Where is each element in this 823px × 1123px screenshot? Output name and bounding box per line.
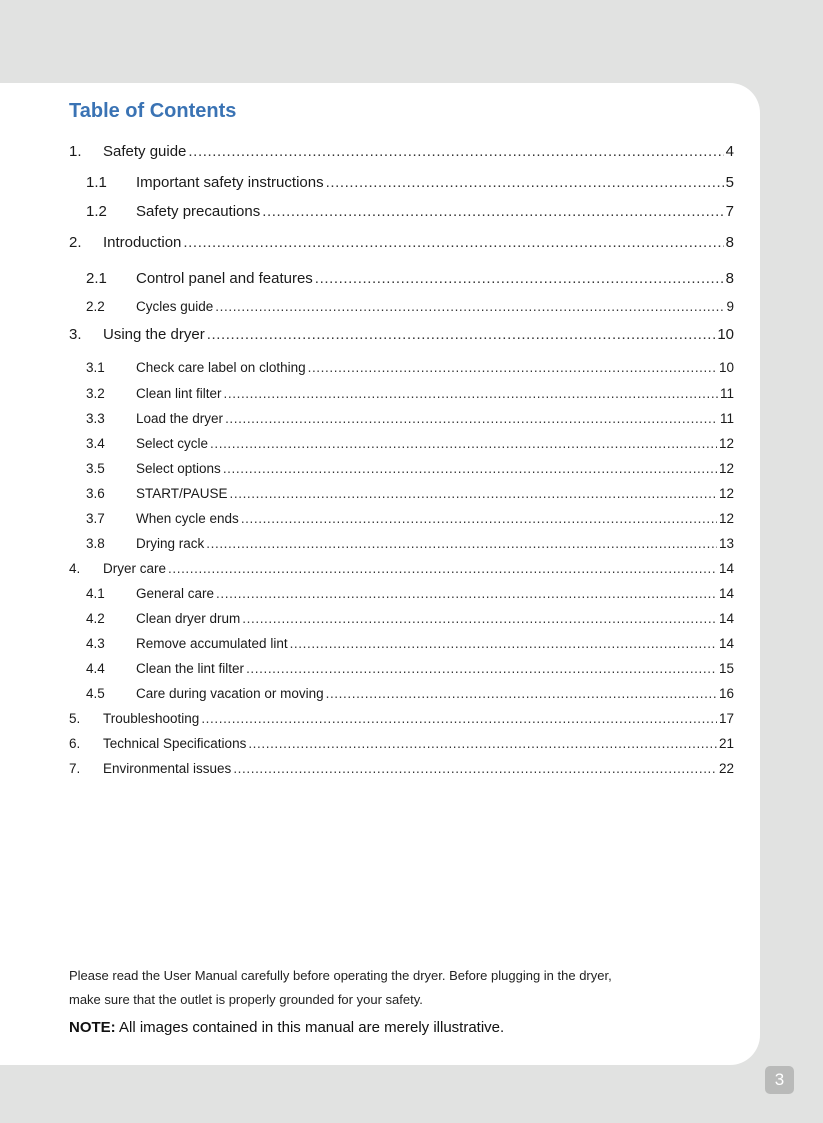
toc-number: 2.	[69, 234, 82, 251]
toc-label: Important safety instructions	[136, 174, 324, 191]
toc-number: 5.	[69, 711, 81, 726]
toc-page: 15	[718, 661, 734, 676]
toc-label: Drying rack	[136, 536, 205, 551]
toc-page: 5	[725, 174, 734, 191]
dot-leader	[183, 234, 723, 251]
page-number-badge: 3	[765, 1066, 794, 1094]
toc-label: Environmental issues	[103, 761, 232, 776]
toc-page: 14	[718, 636, 734, 651]
toc-number: 3.6	[86, 486, 105, 501]
toc-label: Using the dryer	[103, 326, 205, 343]
notice-line-1: Please read the User Manual carefully before operating the dryer. Before plugging in the dryer,	[69, 968, 612, 983]
toc-entry[interactable]	[69, 486, 734, 501]
toc-label: Cycles guide	[136, 299, 214, 314]
toc-page: 13	[718, 536, 734, 551]
toc-number: 3.1	[86, 360, 105, 375]
toc-page: 11	[719, 411, 734, 426]
toc-entry[interactable]	[69, 326, 734, 343]
toc-entry[interactable]	[69, 661, 734, 676]
toc-entry[interactable]	[69, 270, 734, 287]
toc-page: 7	[725, 203, 734, 220]
toc-entry[interactable]	[69, 711, 734, 726]
toc-number: 4.1	[86, 586, 105, 601]
toc-number: 4.	[69, 561, 81, 576]
toc-entry[interactable]	[69, 736, 734, 751]
toc-page: 12	[718, 461, 734, 476]
dot-leader	[201, 711, 717, 726]
toc-number: 3.3	[86, 411, 105, 426]
toc-number: 2.2	[86, 299, 105, 314]
toc-page: 4	[725, 143, 734, 160]
toc-entry[interactable]	[69, 511, 734, 526]
toc-page: 8	[725, 234, 734, 251]
toc-number: 4.2	[86, 611, 105, 626]
toc-page: 10	[718, 360, 734, 375]
toc-page: 14	[718, 561, 734, 576]
toc-entry[interactable]	[69, 299, 734, 314]
toc-number: 4.4	[86, 661, 105, 676]
toc-number: 3.8	[86, 536, 105, 551]
toc-number: 3.	[69, 326, 82, 343]
toc-label: Introduction	[103, 234, 182, 251]
toc-entry[interactable]	[69, 203, 734, 220]
toc-number: 7.	[69, 761, 81, 776]
toc-entry[interactable]	[69, 686, 734, 701]
dot-leader	[242, 611, 717, 626]
toc-entry[interactable]	[69, 636, 734, 651]
toc-number: 1.1	[86, 174, 107, 191]
dot-leader	[206, 536, 717, 551]
toc-entry[interactable]	[69, 761, 734, 776]
dot-leader	[168, 561, 717, 576]
toc-label: Remove accumulated lint	[136, 636, 288, 651]
toc-entry[interactable]	[69, 386, 734, 401]
dot-leader	[223, 461, 717, 476]
toc-entry[interactable]	[69, 461, 734, 476]
toc-number: 3.7	[86, 511, 105, 526]
toc-entry[interactable]	[69, 561, 734, 576]
toc-number: 4.5	[86, 686, 105, 701]
dot-leader	[188, 143, 723, 160]
toc-number: 6.	[69, 736, 81, 751]
manual-notice	[69, 964, 709, 1012]
toc-page: 12	[718, 511, 734, 526]
dot-leader	[210, 436, 717, 451]
toc-page: 9	[726, 299, 734, 314]
toc-label: Select options	[136, 461, 221, 476]
dot-leader	[225, 411, 718, 426]
toc-entry[interactable]	[69, 536, 734, 551]
note-label: NOTE:	[69, 1019, 116, 1036]
toc-page: 21	[718, 736, 734, 751]
toc-entry[interactable]	[69, 436, 734, 451]
dot-leader	[326, 174, 724, 191]
toc-entry[interactable]	[69, 360, 734, 375]
dot-leader	[216, 586, 717, 601]
toc-entry[interactable]	[69, 411, 734, 426]
dot-leader	[230, 486, 717, 501]
toc-label: START/PAUSE	[136, 486, 228, 501]
dot-leader	[248, 736, 717, 751]
toc-page: 12	[718, 486, 734, 501]
toc-page: 22	[718, 761, 734, 776]
toc-label: Load the dryer	[136, 411, 224, 426]
toc-label: Control panel and features	[136, 270, 313, 287]
toc-label: Care during vacation or moving	[136, 686, 324, 701]
toc-label: Select cycle	[136, 436, 209, 451]
toc-entry[interactable]	[69, 234, 734, 251]
dot-leader	[233, 761, 717, 776]
dot-leader	[326, 686, 717, 701]
toc-page: 10	[717, 326, 734, 343]
toc-label: General care	[136, 586, 215, 601]
dot-leader	[246, 661, 717, 676]
toc-page: 12	[718, 436, 734, 451]
toc-entry[interactable]	[69, 586, 734, 601]
toc-number: 3.2	[86, 386, 105, 401]
dot-leader	[262, 203, 723, 220]
toc-entry[interactable]	[69, 611, 734, 626]
toc-label: Clean lint filter	[136, 386, 222, 401]
toc-number: 1.2	[86, 203, 107, 220]
toc-label: Safety guide	[103, 143, 187, 160]
toc-label: Troubleshooting	[103, 711, 200, 726]
toc-label: Safety precautions	[136, 203, 261, 220]
dot-leader	[315, 270, 724, 287]
toc-label: Clean dryer drum	[136, 611, 241, 626]
toc-label: Technical Specifications	[103, 736, 247, 751]
toc-page: 17	[718, 711, 734, 726]
dot-leader	[215, 299, 724, 314]
notice-line-2: make sure that the outlet is properly grounded for your safety.	[69, 992, 423, 1007]
toc-number: 4.3	[86, 636, 105, 651]
toc-entry[interactable]	[69, 143, 734, 160]
toc-page: 16	[718, 686, 734, 701]
illustrative-note	[69, 1019, 504, 1036]
toc-number: 1.	[69, 143, 82, 160]
dot-leader	[290, 636, 717, 651]
toc-page: 11	[719, 386, 734, 401]
toc-label: Check care label on clothing	[136, 360, 306, 375]
note-text: All images contained in this manual are merely illustrative.	[115, 1019, 505, 1036]
dot-leader	[207, 326, 716, 343]
toc-label: When cycle ends	[136, 511, 239, 526]
toc-number: 3.4	[86, 436, 105, 451]
toc-number: 2.1	[86, 270, 107, 287]
dot-leader	[241, 511, 717, 526]
toc-number: 3.5	[86, 461, 105, 476]
toc-page: 8	[725, 270, 734, 287]
dot-leader	[308, 360, 717, 375]
toc-label: Clean the lint filter	[136, 661, 245, 676]
toc-entry[interactable]	[69, 174, 734, 191]
toc-page: 14	[718, 611, 734, 626]
toc-page: 14	[718, 586, 734, 601]
dot-leader	[224, 386, 718, 401]
toc-title: Table of Contents	[69, 100, 237, 122]
toc-label: Dryer care	[103, 561, 167, 576]
